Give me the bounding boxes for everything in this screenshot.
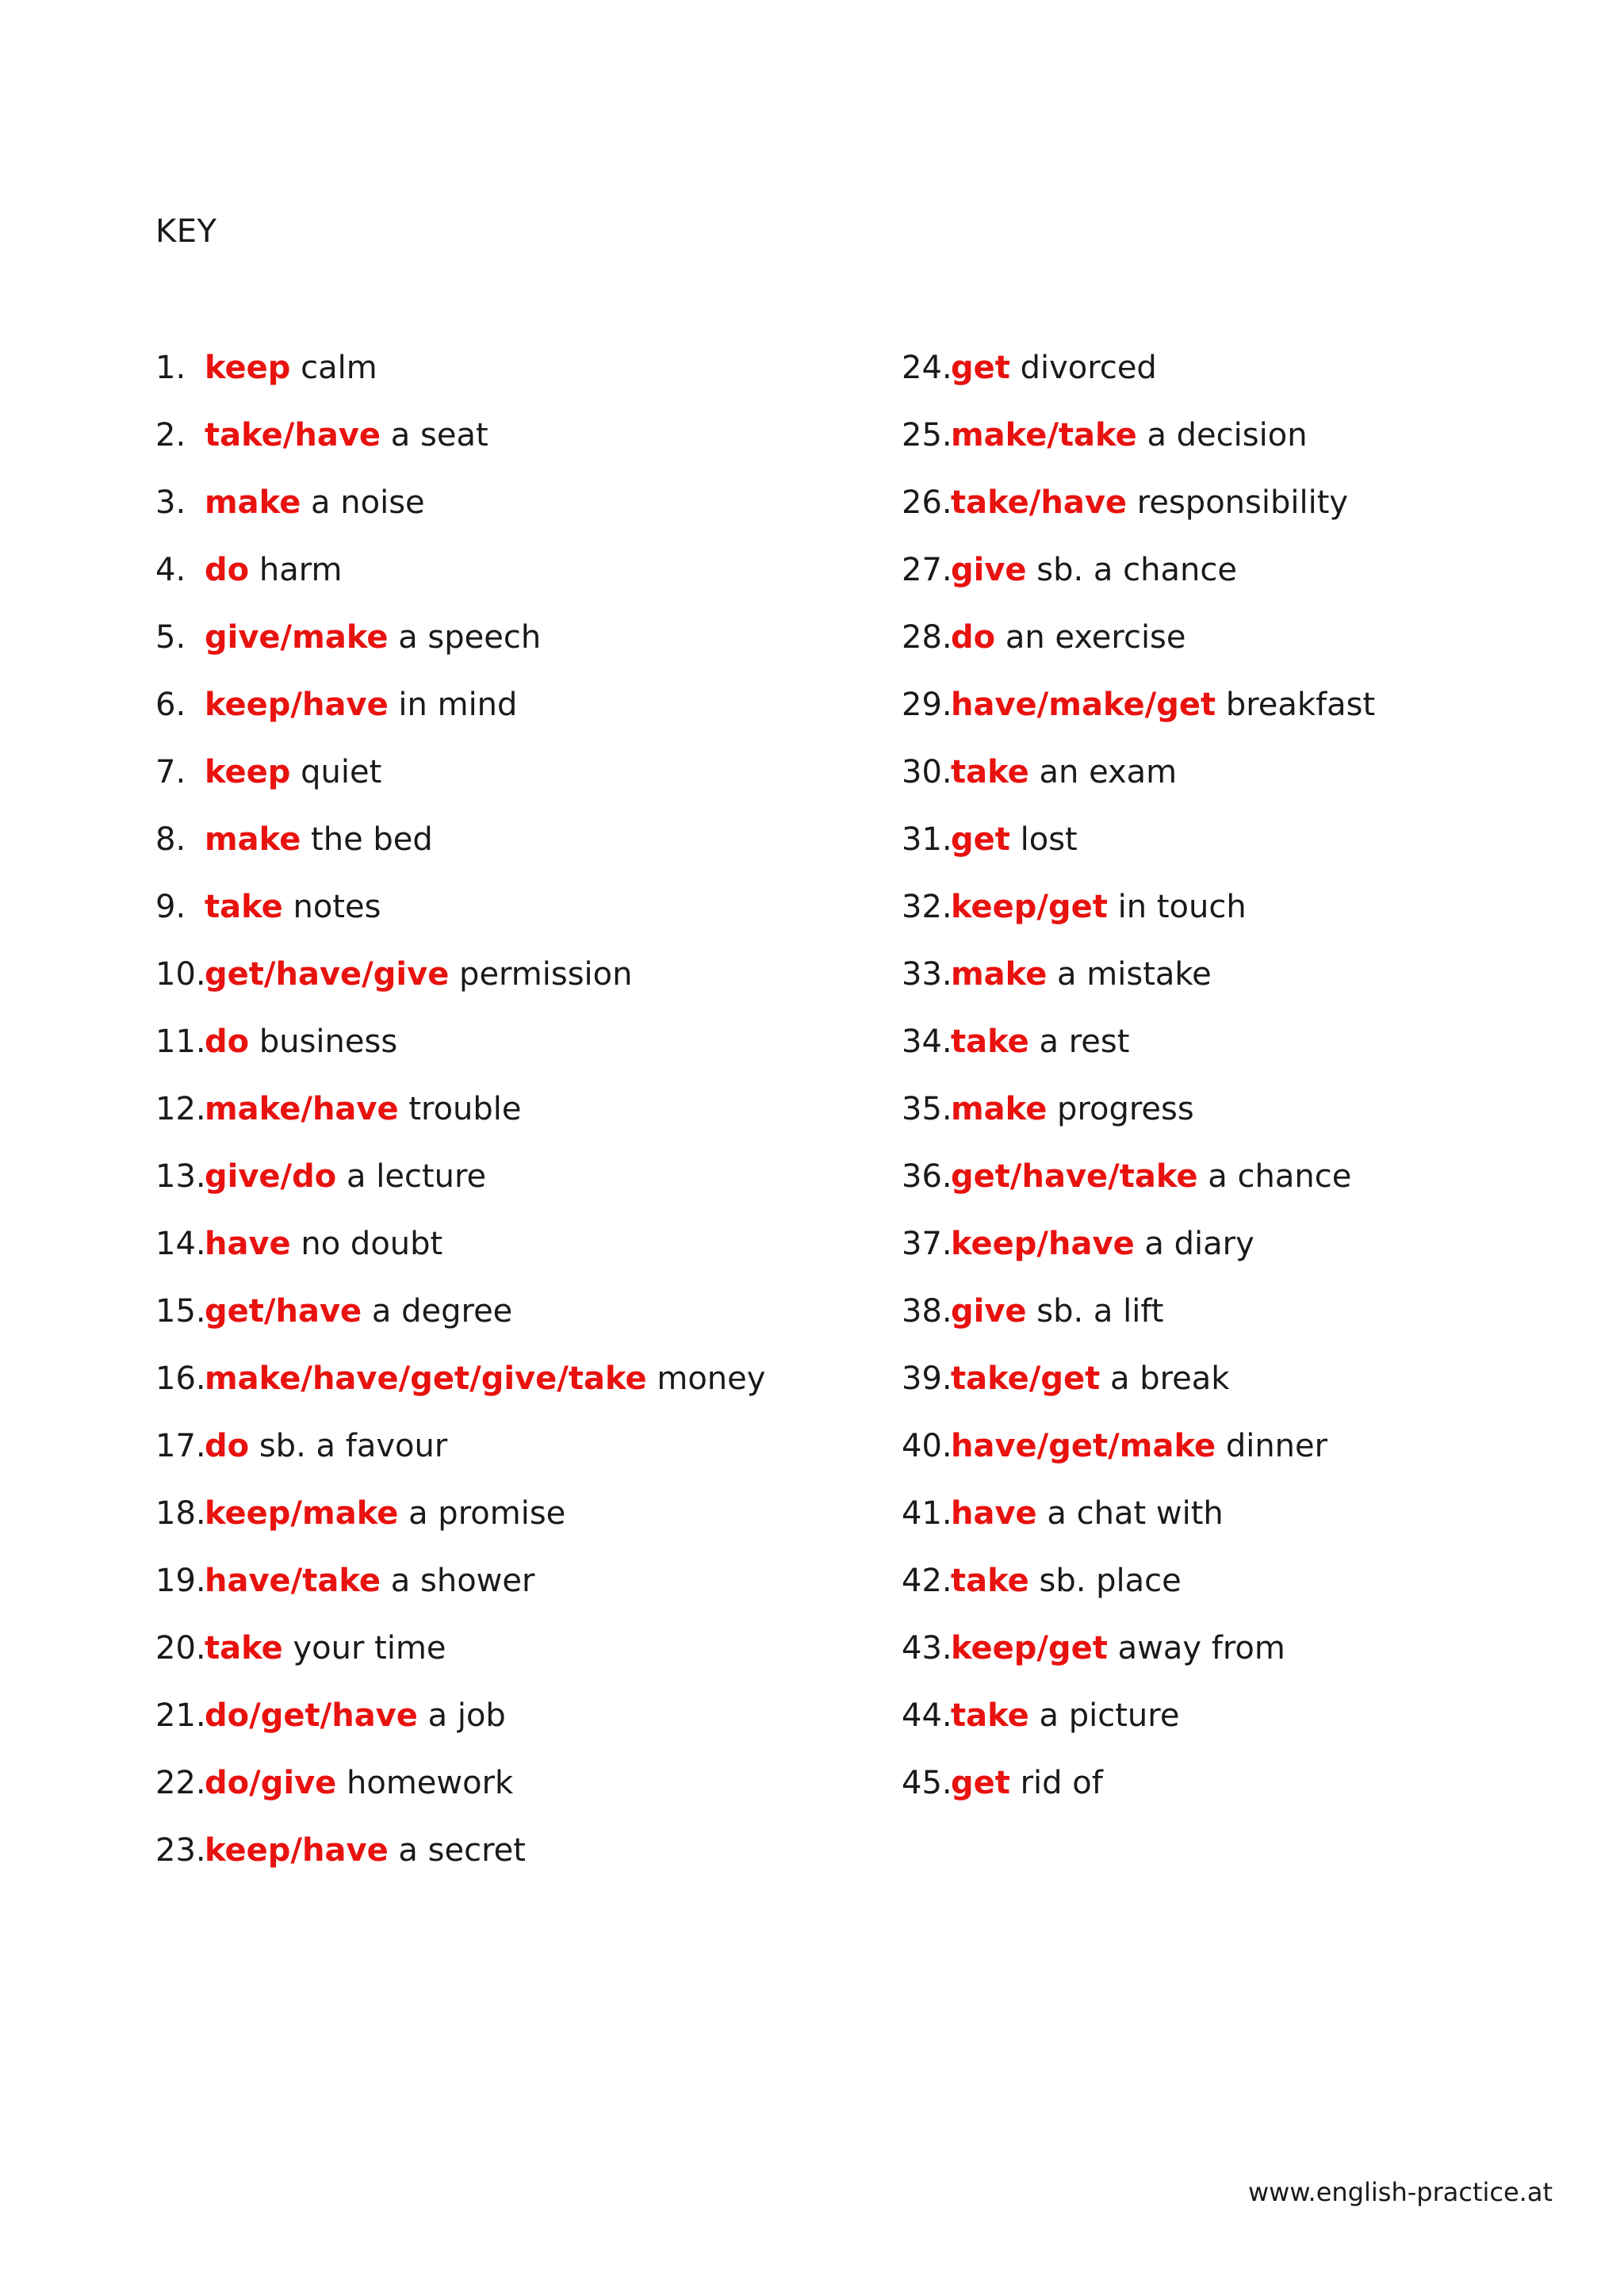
item-verb: make	[205, 821, 301, 858]
answer-item	[155, 1423, 869, 1490]
answer-item	[155, 1827, 869, 1895]
item-phrase: your time	[293, 1630, 446, 1667]
answer-item	[155, 682, 869, 749]
answer-item	[902, 749, 1576, 817]
answer-item	[902, 1760, 1576, 1827]
item-verb: do	[951, 619, 996, 656]
item-verb: take	[951, 1697, 1029, 1734]
answer-item	[902, 345, 1576, 412]
item-number: 16.	[155, 1360, 206, 1397]
item-phrase: harm	[259, 552, 343, 588]
item-number: 30.	[902, 754, 952, 790]
answer-item	[902, 951, 1576, 1019]
item-phrase: progress	[1057, 1091, 1194, 1127]
item-verb: get	[951, 350, 1010, 386]
item-number: 31.	[902, 821, 952, 858]
item-phrase: rid of	[1020, 1765, 1103, 1801]
answer-item	[155, 1086, 869, 1154]
item-verb: give/do	[205, 1158, 337, 1195]
item-phrase: in touch	[1117, 889, 1247, 925]
item-number: 15.	[155, 1293, 206, 1330]
item-phrase: a break	[1109, 1360, 1230, 1397]
item-number: 40.	[902, 1428, 952, 1464]
item-verb: have	[951, 1495, 1037, 1532]
item-phrase: a degree	[371, 1293, 513, 1330]
answer-item	[902, 682, 1576, 749]
answer-item	[902, 1693, 1576, 1760]
answer-item	[155, 884, 869, 951]
item-phrase: responsibility	[1136, 484, 1349, 521]
item-verb: keep/have	[951, 1226, 1135, 1262]
answer-item	[902, 547, 1576, 614]
answer-item	[155, 817, 869, 884]
item-verb: have/take	[205, 1563, 381, 1599]
item-number: 24.	[902, 350, 952, 386]
answer-item	[155, 480, 869, 547]
item-phrase: homework	[347, 1765, 514, 1801]
item-phrase: sb. a chance	[1036, 552, 1237, 588]
item-number: 44.	[902, 1697, 952, 1734]
answer-item	[155, 1356, 869, 1423]
item-number: 22.	[155, 1765, 206, 1801]
item-number: 1.	[155, 350, 186, 386]
item-phrase: a chat with	[1047, 1495, 1224, 1532]
item-verb: give/make	[205, 619, 389, 656]
item-number: 23.	[155, 1832, 206, 1869]
item-phrase: a diary	[1144, 1226, 1254, 1262]
item-number: 41.	[902, 1495, 952, 1532]
item-phrase: an exercise	[1005, 619, 1186, 656]
item-phrase: a mistake	[1057, 956, 1212, 993]
item-verb: get/have/take	[951, 1158, 1198, 1195]
answer-list-left	[155, 345, 869, 1895]
item-verb: make/have/get/give/take	[205, 1360, 647, 1397]
item-phrase: dinner	[1225, 1428, 1328, 1464]
footer-website: www.english-practice.at	[1247, 2177, 1553, 2207]
item-verb: do/give	[205, 1765, 337, 1801]
item-verb: do	[205, 1024, 250, 1060]
item-phrase: in mind	[398, 687, 518, 723]
answer-item	[902, 1086, 1576, 1154]
item-phrase: notes	[293, 889, 381, 925]
item-number: 34.	[902, 1024, 952, 1060]
item-phrase: quiet	[301, 754, 382, 790]
item-number: 36.	[902, 1158, 952, 1195]
item-verb: get	[951, 821, 1010, 858]
item-verb: have/make/get	[951, 687, 1216, 723]
item-phrase: a chance	[1208, 1158, 1352, 1195]
item-phrase: calm	[301, 350, 377, 386]
item-phrase: sb. a favour	[259, 1428, 448, 1464]
item-phrase: lost	[1020, 821, 1078, 858]
answer-item	[155, 1490, 869, 1558]
item-verb: keep/get	[951, 889, 1108, 925]
item-verb: take	[951, 754, 1029, 790]
answer-item	[902, 1221, 1576, 1288]
item-number: 28.	[902, 619, 952, 656]
item-number: 20.	[155, 1630, 206, 1667]
item-verb: do	[205, 1428, 250, 1464]
answer-item	[155, 547, 869, 614]
answer-item	[155, 345, 869, 412]
item-verb: make/have	[205, 1091, 399, 1127]
answer-item	[902, 1356, 1576, 1423]
item-phrase: sb. a lift	[1036, 1293, 1164, 1330]
item-number: 43.	[902, 1630, 952, 1667]
item-phrase: a seat	[390, 417, 488, 453]
item-verb: take	[951, 1024, 1029, 1060]
item-verb: take/have	[951, 484, 1128, 521]
answer-item	[155, 749, 869, 817]
item-phrase: no doubt	[301, 1226, 443, 1262]
item-verb: have	[205, 1226, 291, 1262]
item-phrase: business	[259, 1024, 398, 1060]
item-phrase: permission	[459, 956, 633, 993]
answer-item	[155, 951, 869, 1019]
answer-item	[155, 1019, 869, 1086]
answer-item	[902, 412, 1576, 480]
item-verb: have/get/make	[951, 1428, 1216, 1464]
item-verb: keep/get	[951, 1630, 1108, 1667]
item-number: 9.	[155, 889, 186, 925]
answer-item	[155, 1760, 869, 1827]
item-number: 45.	[902, 1765, 952, 1801]
answer-item	[155, 1154, 869, 1221]
item-number: 6.	[155, 687, 186, 723]
item-number: 33.	[902, 956, 952, 993]
item-number: 10.	[155, 956, 206, 993]
item-number: 5.	[155, 619, 186, 656]
item-verb: make	[205, 484, 301, 521]
item-phrase: a promise	[408, 1495, 566, 1532]
answer-item	[155, 412, 869, 480]
answer-list-right	[902, 345, 1576, 1827]
item-verb: keep	[205, 350, 291, 386]
item-phrase: trouble	[408, 1091, 522, 1127]
item-number: 3.	[155, 484, 186, 521]
item-number: 35.	[902, 1091, 952, 1127]
item-phrase: a rest	[1039, 1024, 1130, 1060]
item-number: 39.	[902, 1360, 952, 1397]
item-phrase: a lecture	[347, 1158, 487, 1195]
item-verb: get	[951, 1765, 1010, 1801]
item-phrase: breakfast	[1225, 687, 1376, 723]
item-phrase: money	[657, 1360, 766, 1397]
answer-item	[155, 1288, 869, 1356]
item-verb: take	[205, 1630, 283, 1667]
page-title: KEY	[155, 213, 217, 250]
item-phrase: a picture	[1039, 1697, 1180, 1734]
item-number: 26.	[902, 484, 952, 521]
item-phrase: divorced	[1020, 350, 1157, 386]
item-number: 25.	[902, 417, 952, 453]
item-number: 29.	[902, 687, 952, 723]
answer-item	[902, 884, 1576, 951]
item-verb: keep	[205, 754, 291, 790]
item-verb: get/have	[205, 1293, 362, 1330]
item-number: 8.	[155, 821, 186, 858]
item-verb: make	[951, 956, 1048, 993]
item-phrase: a secret	[398, 1832, 526, 1869]
item-number: 11.	[155, 1024, 206, 1060]
item-phrase: a decision	[1147, 417, 1308, 453]
answer-item	[902, 480, 1576, 547]
answer-item	[902, 1625, 1576, 1693]
item-verb: do	[205, 552, 250, 588]
item-phrase: the bed	[311, 821, 433, 858]
answer-item	[155, 1693, 869, 1760]
answer-item	[902, 1490, 1576, 1558]
answer-item	[902, 817, 1576, 884]
item-number: 18.	[155, 1495, 206, 1532]
item-verb: take/get	[951, 1360, 1101, 1397]
item-number: 19.	[155, 1563, 206, 1599]
item-number: 4.	[155, 552, 186, 588]
item-verb: give	[951, 1293, 1027, 1330]
answer-item	[155, 1221, 869, 1288]
item-verb: take	[951, 1563, 1029, 1599]
answer-item	[902, 614, 1576, 682]
item-phrase: an exam	[1039, 754, 1178, 790]
item-verb: keep/have	[205, 687, 389, 723]
answer-item	[902, 1154, 1576, 1221]
item-number: 14.	[155, 1226, 206, 1262]
item-number: 17.	[155, 1428, 206, 1464]
item-phrase: sb. place	[1039, 1563, 1182, 1599]
item-phrase: a speech	[398, 619, 542, 656]
item-phrase: a noise	[311, 484, 425, 521]
answer-item	[155, 614, 869, 682]
item-number: 37.	[902, 1226, 952, 1262]
answer-item	[902, 1423, 1576, 1490]
item-number: 32.	[902, 889, 952, 925]
item-number: 13.	[155, 1158, 206, 1195]
answer-item	[902, 1019, 1576, 1086]
item-verb: make/take	[951, 417, 1137, 453]
answer-item	[155, 1625, 869, 1693]
item-phrase: away from	[1117, 1630, 1285, 1667]
item-verb: get/have/give	[205, 956, 450, 993]
item-verb: give	[951, 552, 1027, 588]
answer-item	[902, 1558, 1576, 1625]
item-number: 38.	[902, 1293, 952, 1330]
item-number: 27.	[902, 552, 952, 588]
item-verb: keep/make	[205, 1495, 399, 1532]
item-phrase: a shower	[390, 1563, 535, 1599]
item-verb: make	[951, 1091, 1048, 1127]
item-number: 2.	[155, 417, 186, 453]
item-number: 21.	[155, 1697, 206, 1734]
item-number: 12.	[155, 1091, 206, 1127]
item-verb: take/have	[205, 417, 381, 453]
answer-item	[902, 1288, 1576, 1356]
item-phrase: a job	[427, 1697, 506, 1734]
item-number: 7.	[155, 754, 186, 790]
answer-item	[155, 1558, 869, 1625]
item-verb: keep/have	[205, 1832, 389, 1869]
item-verb: do/get/have	[205, 1697, 418, 1734]
item-number: 42.	[902, 1563, 952, 1599]
item-verb: take	[205, 889, 283, 925]
